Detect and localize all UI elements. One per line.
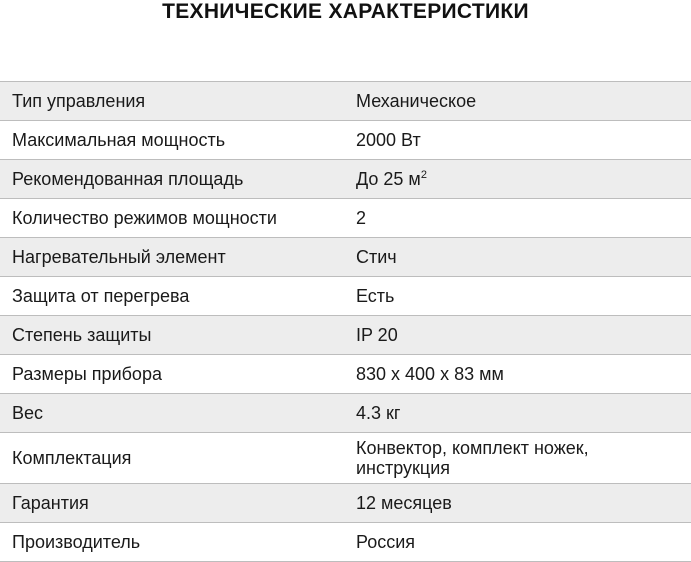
spec-row-weight bbox=[0, 394, 691, 433]
spec-label: Вес bbox=[12, 403, 44, 423]
specifications-table bbox=[0, 81, 691, 562]
spec-value: 830 х 400 х 83 мм bbox=[356, 364, 504, 384]
page-title: ТЕХНИЧЕСКИЕ ХАРАКТЕРИСТИКИ bbox=[162, 0, 529, 23]
spec-value: Стич bbox=[356, 247, 397, 267]
spec-value: Россия bbox=[356, 532, 416, 552]
spec-row-power-modes bbox=[0, 199, 691, 238]
spec-value-superscript: 2 bbox=[420, 169, 427, 181]
spec-value: Есть bbox=[356, 286, 395, 306]
spec-label: Размеры прибора bbox=[12, 364, 162, 384]
spec-value: 2000 Вт bbox=[356, 130, 421, 150]
spec-value: IP 20 bbox=[356, 325, 398, 345]
spec-label: Степень защиты bbox=[12, 325, 152, 345]
spec-value: 12 месяцев bbox=[356, 493, 452, 513]
spec-value bbox=[356, 438, 691, 478]
spec-value: 4.3 кг bbox=[356, 403, 401, 423]
spec-label: Количество режимов мощности bbox=[12, 208, 277, 228]
spec-row-warranty bbox=[0, 484, 691, 523]
spec-label: Максимальная мощность bbox=[12, 130, 226, 150]
spec-label: Защита от перегрева bbox=[12, 286, 190, 306]
spec-value-line: Конвектор, комплект ножек, bbox=[356, 438, 589, 458]
spec-label: Производитель bbox=[12, 532, 141, 552]
spec-row-recommended-area bbox=[0, 160, 691, 199]
spec-row-protection-class bbox=[0, 316, 691, 355]
spec-row-max-power bbox=[0, 121, 691, 160]
spec-row-heating-element bbox=[0, 238, 691, 277]
spec-row-overheat-protection bbox=[0, 277, 691, 316]
spec-label: Нагревательный элемент bbox=[12, 247, 226, 267]
spec-label: Гарантия bbox=[12, 493, 89, 513]
spec-label: Тип управления bbox=[12, 91, 146, 111]
spec-value: 2 bbox=[356, 208, 367, 228]
spec-value: Механическое bbox=[356, 91, 477, 111]
spec-value-text: До 25 м bbox=[356, 169, 421, 189]
spec-row-package-contents bbox=[0, 433, 691, 484]
spec-row-manufacturer bbox=[0, 523, 691, 562]
spec-row-control-type bbox=[0, 82, 691, 121]
spec-row-dimensions bbox=[0, 355, 691, 394]
spec-label: Комплектация bbox=[12, 448, 132, 468]
spec-value-line: инструкция bbox=[356, 458, 451, 478]
spec-label: Рекомендованная площадь bbox=[12, 169, 244, 189]
spec-value bbox=[356, 169, 691, 189]
